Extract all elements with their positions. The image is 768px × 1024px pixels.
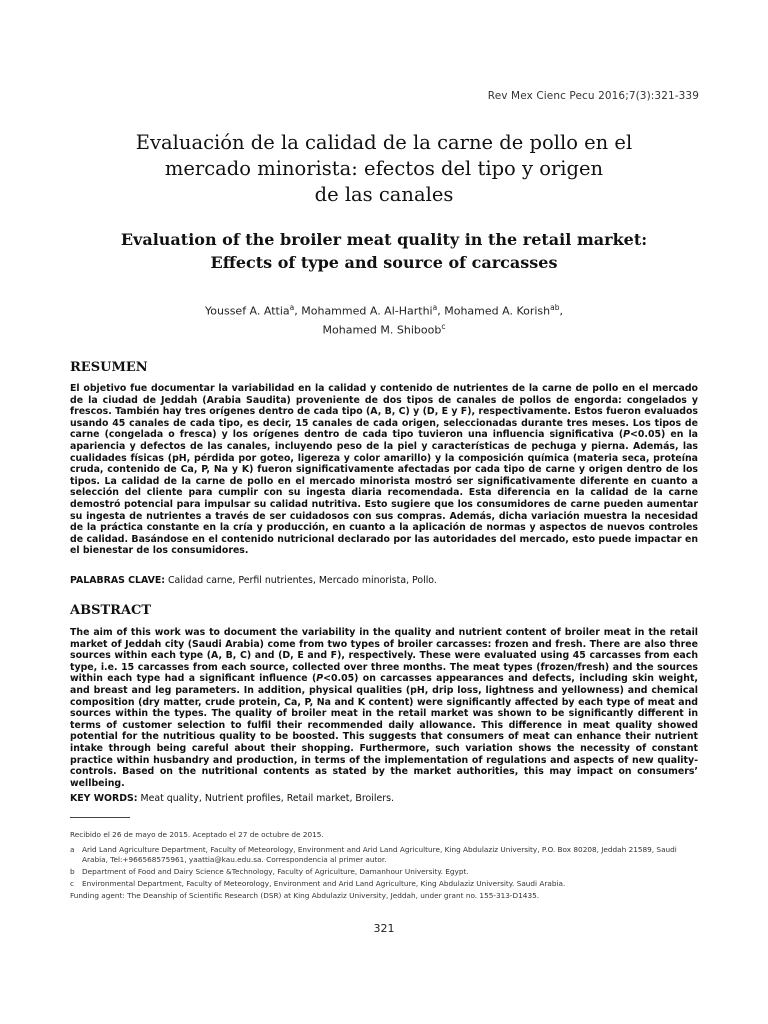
key-words-label: KEY WORDS:: [70, 793, 138, 804]
footnote-received: [70, 830, 698, 840]
footnote-mark: c: [70, 879, 75, 888]
affiliation-mark: a: [289, 303, 295, 312]
author-line-2: [60, 319, 708, 338]
journal-reference: Rev Mex Cienc Pecu 2016;7(3):321-339: [487, 90, 699, 102]
resumen-heading: RESUMEN: [70, 360, 148, 375]
author-line-1: Youssef A. Attia$^a$, Mohammed A. Al-Harthi$^a$, Mohamed A. Korish$^{ab}$,: [205, 303, 563, 318]
title-spanish: [40, 130, 728, 208]
footnote-text: Department of Food and Dairy Science &Technology, Faculty of Agriculture, Damanhour University. Egypt.: [82, 867, 469, 876]
footnote-funding: [70, 891, 698, 901]
resumen-text-part-2: <0.05) en la apariencia y defectos de las canales, incluyendo peso de la piel y características de pechuga y pierna. Además, las cualidades físicas (pH, pérdida por goteo, ligereza y color amarillo) y la composición química (materia seca, proteína cruda, contenido de Ca, P, Na y K) fueron significativamente afectadas por cada tipo de carne y origen dentro de los tipos. La calidad de la carne de pollo en el mercado minorista mostró ser significativamente diferente en cuanto a selección del cliente para cumplir con su ingesta diaria recomendada. Esta diferencia en la calidad de la carne demostró potencial para impulsar su calidad nutritiva. Esto sugiere que los consumidores de carne pueden aumentar su ingesta de nutrientes a través de ser cuidadosos con sus compras. Además, dicha variación muestra la necesidad de la práctica constante en la cría y producción, en cuanto a la aplicación de normas y aspectos de nuevos controles de calidad. Basándose en el contenido nutricional declarado por las autoridades del mercado, esto puede impactar en el bienestar de los consumidores.: [70, 429, 698, 557]
title-english-line-1: Evaluation of the broiler meat quality in the retail market:: [120, 230, 648, 249]
footnote-mark: b: [70, 867, 75, 876]
footnote-text: Arid Land Agriculture Department, Faculty of Meteorology, Environment and Arid Land Agriculture, King Abdulaziz University, P.O. Box 80208, Jeddah 21589, Saudi Arabia, Tel:+966568575961, yaattia@kau.edu.sa. Correspondencia al primer autor.: [82, 845, 677, 864]
footnote-divider: [70, 817, 130, 818]
title-spanish-line-2: mercado minorista: efectos del tipo y origen: [164, 157, 604, 180]
title-english-line-2: Effects of type and source of carcasses: [210, 253, 558, 272]
footnote-mark: a: [70, 845, 75, 854]
funding-text: Funding agent: The Deanship of Scientific Research (DSR) at King Abdulaziz University, Jeddah, under grant no. 155-313-D1435.: [70, 891, 540, 900]
affiliation-mark: ab: [550, 303, 560, 312]
page-number: 321: [373, 922, 395, 935]
author-name: Mohammed A. Al-Harthi: [301, 304, 433, 318]
author-list: [60, 300, 708, 337]
affiliation-mark: a: [432, 303, 438, 312]
footnote-text: Environmental Department, Faculty of Meteorology, Environment and Arid Land Agriculture, King Abdulaziz University. Saudi Arabia.: [82, 879, 566, 888]
abstract-heading: ABSTRACT: [70, 603, 152, 618]
abstract-body: [70, 627, 698, 789]
title-spanish-line-3: de las canales: [314, 183, 454, 206]
p-value-symbol: P: [316, 673, 324, 685]
footnote-received-text: Recibido el 26 de mayo de 2015. Aceptado el 27 de octubre de 2015.: [70, 830, 324, 839]
p-value-symbol: P: [623, 429, 631, 441]
author-name: Mohamed M. Shiboob: [322, 323, 442, 337]
abstract-text-part-2: <0.05) on carcasses appearances and defects, including skin weight, and breast and leg parameters. In addition, physical qualities (pH, drip loss, lightness and yellowness) and chemical composition (dry matter, crude protein, Ca, P, Na and K content) were significantly affected by each type of meat and sources within the types. The quality of broiler meat in the retail market was shown to be significantly different in terms of customer selection to fulfil their recommended daily allowance. This difference in meat quality showed potential for the nutritious quality to be boosted. This suggests that consumers of meat can enhance their nutrient intake through being careful about their shopping. Furthermore, such variation shows the necessity of constant practice within husbandry and production, in terms of the implementation of regulations and aspects of new quality-controls. Based on the nutritional contents as stated by the market authorities, this may impact on consumers’ wellbeing.: [70, 673, 698, 789]
author-name: Mohamed A. Korish: [444, 304, 551, 318]
title-english: [40, 228, 728, 274]
resumen-text-part-1: El objetivo fue documentar la variabilidad en la calidad y contenido de nutrientes de la carne de pollo en el mercado de la ciudad de Jeddah (Arabia Saudita) proveniente de dos tipos de canales de pollos de engorda: congelados y frescos. También hay tres orígenes dentro de cada tipo (A, B, C) y (D, E y F), respectivamente. Estos fueron evaluados usando 45 canales de cada tipo, es decir, 15 canales de cada origen, seleccionadas durante tres meses. Los tipos de carne (congelada o fresca) y los orígenes dentro de cada tipo tuvieron una influencia significativa (: [70, 383, 698, 441]
resumen-body: [70, 383, 698, 557]
palabras-clave-values: Calidad carne, Perfil nutrientes, Mercado minorista, Pollo.: [168, 575, 437, 586]
footnote-a: [70, 845, 698, 864]
abstract-text-part-1: The aim of this work was to document the variability in the quality and nutrient content of broiler meat in the retail market of Jeddah city (Saudi Arabia) come from two types of broiler carcasses: frozen and fresh. There are also three sources within each type (A, B, C) and (D, E and F), respectively. These were evaluated using 45 carcasses from each type, i.e. 15 carcasses from each source, collected over three months. The meat types (frozen/fresh) and the sources within each type had a significant influence (: [70, 627, 698, 685]
footnote-b: [70, 867, 698, 877]
key-words: [70, 793, 698, 805]
palabras-clave: [70, 575, 698, 587]
affiliation-mark: c: [441, 321, 446, 331]
author-name: Youssef A. Attia: [205, 304, 290, 318]
title-spanish-line-1: Evaluación de la calidad de la carne de pollo en el: [135, 131, 633, 154]
key-words-values: Meat quality, Nutrient profiles, Retail market, Broilers.: [140, 793, 394, 804]
footnote-c: [70, 879, 698, 889]
palabras-clave-label: PALABRAS CLAVE:: [70, 575, 166, 586]
